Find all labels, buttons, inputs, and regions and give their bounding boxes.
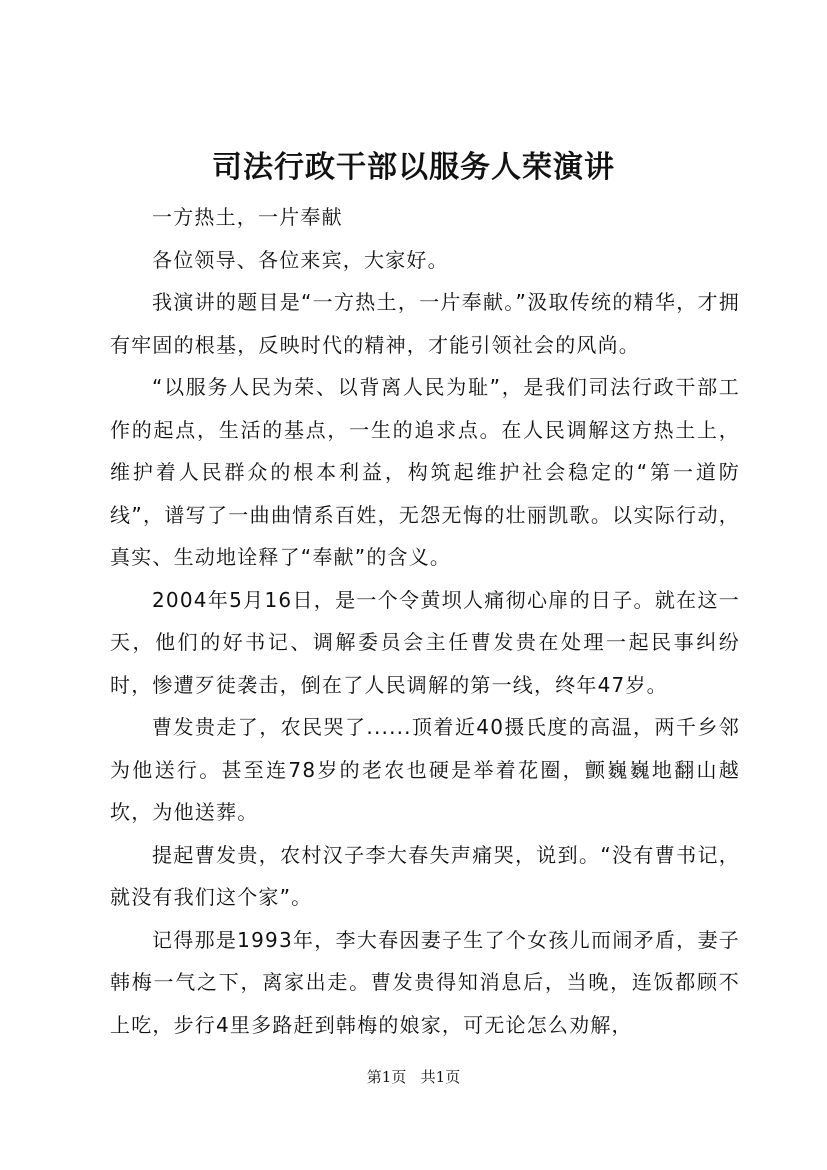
page-total: 共1页 [420,1068,461,1086]
paragraph-subtitle: 一方热土，一片奉献 [152,205,343,229]
paragraph: “以服务人民为荣、以背离人民为耻”，是我们司法行政干部工作的起点，生活的基点，一生的追求点。在人民调解这方热土上，维护着人民群众的根本利益，构筑起维护社会稳定的“第一道防线”，谱写了一曲曲情系百姓，无怨无悔的壮丽凯歌。以实际行动，真实、生动地诠释了“奉献”的含义。 [110,375,740,569]
paragraph-greeting: 各位领导、各位来宾，大家好。 [152,247,449,272]
paragraph: 提起曹发贵，农村汉子李大春失声痛哭，说到。“没有曹书记，就没有我们这个家”。 [110,842,740,909]
paragraph: 我演讲的题目是“一方热土，一片奉献。”汲取传统的精华，才拥有牢固的根基，反映时代的精神，才能引领社会的风尚。 [110,290,740,357]
paragraph: 2004年5月16日，是一个令黄坝人痛彻心扉的日子。就在这一天，他们的好书记、调解委员会主任曹发贵在处理一起民事纠纷时，惨遭歹徒袭击，倒在了人民调解的第一线，终年47岁。 [110,587,740,697]
footer-gap [411,1068,416,1086]
paragraph: 曹发贵走了，农民哭了......顶着近40摄氏度的高温，两千乡邻为他送行。甚至连78岁的老农也硬是举着花圈，颤巍巍地翻山越坎，为他送葬。 [110,715,740,824]
page-number: 第1页 [366,1068,407,1086]
page-footer [0,1066,827,1088]
document-title: 司法行政干部以服务人荣演讲 [212,150,615,185]
document-body [110,196,740,1046]
paragraph: 记得那是1993年，李大春因妻子生了个女孩儿而闹矛盾，妻子韩梅一气之下，离家出走。曹发贵得知消息后，当晚，连饭都顾不上吃，步行4里多路赶到韩梅的娘家，可无论怎么劝解， [110,927,740,1037]
